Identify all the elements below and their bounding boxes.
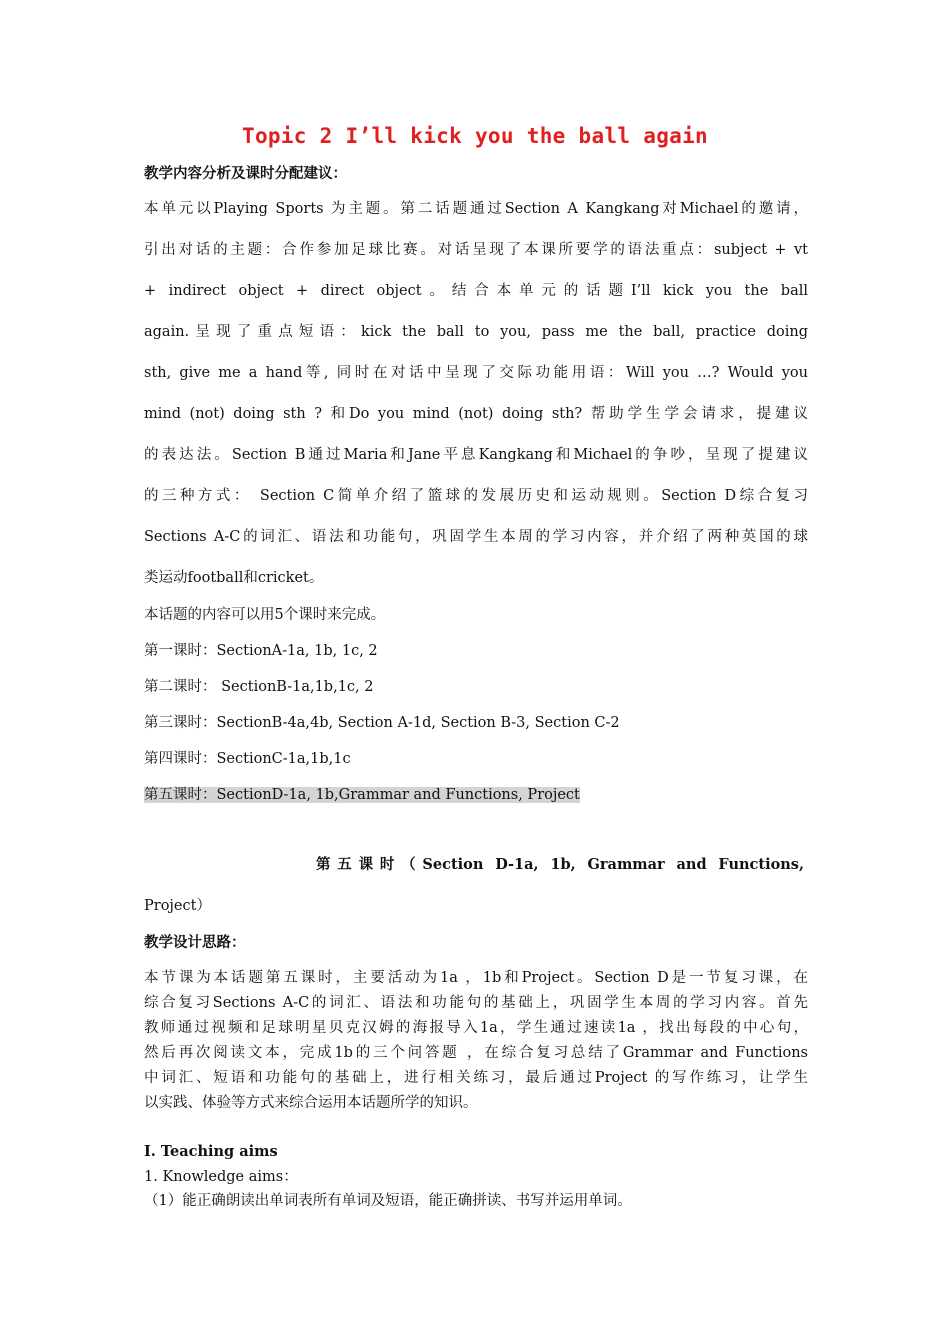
analysis-line: 的表达法。Section B通过Maria和Jane平息Kangkang和Michael的争吵，呈现了提建议 xyxy=(144,447,808,463)
period-item: 第四课时：SectionC-1a,1b,1c xyxy=(144,751,351,767)
design-line: 中词汇、短语和功能句的基础上，进行相关练习，最后通过Project 的写作练习，让学生 xyxy=(144,1070,808,1086)
analysis-line: 类运动football和cricket。 xyxy=(144,570,324,586)
period-item: 第一课时：SectionA-1a, 1b, 1c, 2 xyxy=(144,643,378,659)
periods-intro: 本话题的内容可以用5个课时来完成。 xyxy=(144,607,386,623)
analysis-line: 引出对话的主题：合作参加足球比赛。对话呈现了本课所要学的语法重点：subject + vt xyxy=(144,242,808,258)
knowledge-aims-heading: 1. Knowledge aims： xyxy=(144,1169,298,1185)
lesson-heading xyxy=(316,855,804,875)
period-item: 第二课时： SectionB-1a,1b,1c, 2 xyxy=(144,679,374,695)
analysis-line: + indirect object + direct object。结合本单元的话题I’ll kick you the ball xyxy=(144,283,808,299)
analysis-line: mind (not) doing sth ? 和Do you mind (not) doing sth? 帮助学生学会请求，提建议 xyxy=(144,406,808,422)
design-line: 本节课为本话题第五课时，主要活动为1a ，1b和Project。Section D是一节复习课，在 xyxy=(144,970,808,986)
design-line: 教师通过视频和足球明星贝克汉姆的海报导入1a，学生通过速读1a ，找出每段的中心句， xyxy=(144,1020,808,1036)
document-title: Topic 2 I’ll kick you the ball again xyxy=(242,124,708,148)
period-item: 第三课时：SectionB-4a,4b, Section A-1d, Section B-3, Section C-2 xyxy=(144,715,620,731)
teaching-aims-heading: Ⅰ. Teaching aims xyxy=(144,1143,278,1160)
analysis-heading: 教学内容分析及课时分配建议： xyxy=(144,165,347,182)
highlighted-text: 第五课时：SectionD-1a, 1b,Grammar and Functions, Project xyxy=(144,787,580,803)
analysis-line: again.呈现了重点短语：kick the ball to you, pass me the ball, practice doing xyxy=(144,324,808,340)
period-item-highlighted xyxy=(144,785,580,805)
analysis-line: sth, give me a hand等, 同时在对话中呈现了交际功能用语：Will you …? Would you xyxy=(144,365,808,381)
analysis-line: Sections A-C的词汇、语法和功能句，巩固学生本周的学习内容，并介绍了两种英国的球 xyxy=(144,529,808,545)
design-line: 以实践、体验等方式来综合运用本话题所学的知识。 xyxy=(144,1095,478,1111)
knowledge-aim-item: （1）能正确朗读出单词表所有单词及短语，能正确拼读、书写并运用单词。 xyxy=(144,1193,632,1209)
design-heading: 教学设计思路： xyxy=(144,934,246,951)
analysis-line: 本单元以Playing Sports 为主题。第二话题通过Section A Kangkang对Michael的邀请， xyxy=(144,201,808,217)
design-line: 综合复习Sections A-C的词汇、语法和功能句的基础上，巩固学生本周的学习内容。首先 xyxy=(144,995,808,1011)
lesson-heading-continued: Project） xyxy=(144,898,211,914)
analysis-line: 的三种方式： Section C简单介绍了篮球的发展历史和运动规则。Section D综合复习 xyxy=(144,488,808,504)
design-line: 然后再次阅读文本，完成1b的三个问答题 ，在综合复习总结了Grammar and Functions xyxy=(144,1045,808,1061)
lesson-heading-text: 第五课时（Section D-1a, 1b, Grammar and Functions, xyxy=(316,856,804,873)
